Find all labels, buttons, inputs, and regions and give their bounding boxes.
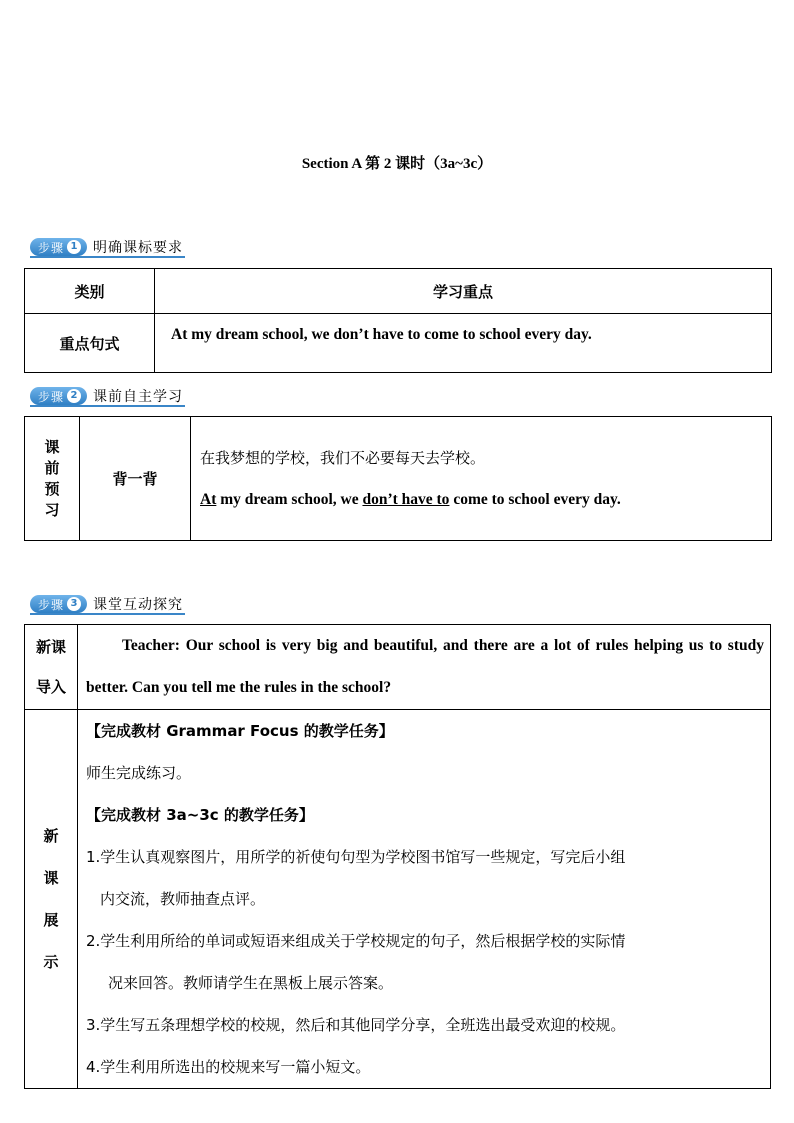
step-label: 步骤: [38, 389, 65, 404]
step-title: 课前自主学习: [93, 389, 184, 405]
step-3-header: [30, 593, 183, 615]
step-item-2-cont: 况来回答。教师请学生在黑板上展示答案。: [108, 974, 394, 992]
page-title: Section A 第 2 课时（3a~3c）: [301, 156, 493, 172]
show-content: [78, 710, 771, 1089]
task-grammar-focus: 【完成教材 Grammar Focus 的教学任务】: [86, 722, 394, 740]
recite-content: [191, 417, 772, 541]
step-label: 步骤: [38, 597, 65, 612]
step-number: 3: [67, 597, 81, 611]
new-lesson-intro-label: 新课 导入: [25, 625, 78, 710]
preview-side-label: 课 前 预 习: [25, 417, 80, 541]
step-item-2: 2.学生利用所给的单词或短语来组成关于学校规定的句子，然后根据学校的实际情: [86, 932, 626, 950]
step-item-1: 1.学生认真观察图片，用所学的祈使句句型为学校图书馆写一些规定，写完后小组: [86, 848, 626, 866]
category-header: 类别: [25, 269, 155, 314]
step-item-3: 3.学生写五条理想学校的校规，然后和其他同学分享，全班选出最受欢迎的校规。: [86, 1016, 626, 1034]
task-3a-3c: 【完成教材 3a~3c 的教学任务】: [86, 806, 314, 824]
step-2-header: [30, 385, 183, 407]
step-1-badge: [30, 238, 87, 256]
practice-line: 师生完成练习。: [86, 764, 192, 782]
step-title: 课堂互动探究: [93, 597, 184, 613]
preview-table: [24, 416, 772, 541]
step-1-header: [30, 236, 183, 258]
step-2-badge: [30, 387, 87, 405]
intro-text: Teacher: Our school is very big and beautiful, and there are a lot of rules helping us to study better. Can you tell me the rules in the school?: [78, 625, 771, 710]
key-sentence-text: At my dream school, we don’t have to come to school every day.: [155, 314, 772, 373]
step-title: 明确课标要求: [93, 240, 184, 256]
english-sentence: At my dream school, we don’t have to come to school every day.: [200, 490, 621, 508]
recite-label: 背一背: [80, 417, 191, 541]
step-number: 2: [67, 389, 81, 403]
step-item-1-cont: 内交流，教师抽查点评。: [100, 890, 266, 908]
classroom-table: [24, 624, 771, 1089]
chinese-sentence: 在我梦想的学校，我们不必要每天去学校。: [200, 448, 486, 467]
step-3-badge: [30, 595, 87, 613]
step-item-4: 4.学生利用所选出的校规来写一篇小短文。: [86, 1058, 371, 1076]
key-sentence-label: 重点句式: [25, 314, 155, 373]
standards-table: [24, 268, 772, 373]
focus-header: 学习重点: [155, 269, 772, 314]
step-label: 步骤: [38, 240, 65, 255]
new-lesson-show-label: 新 课 展 示: [25, 710, 78, 1089]
step-number: 1: [67, 240, 81, 254]
